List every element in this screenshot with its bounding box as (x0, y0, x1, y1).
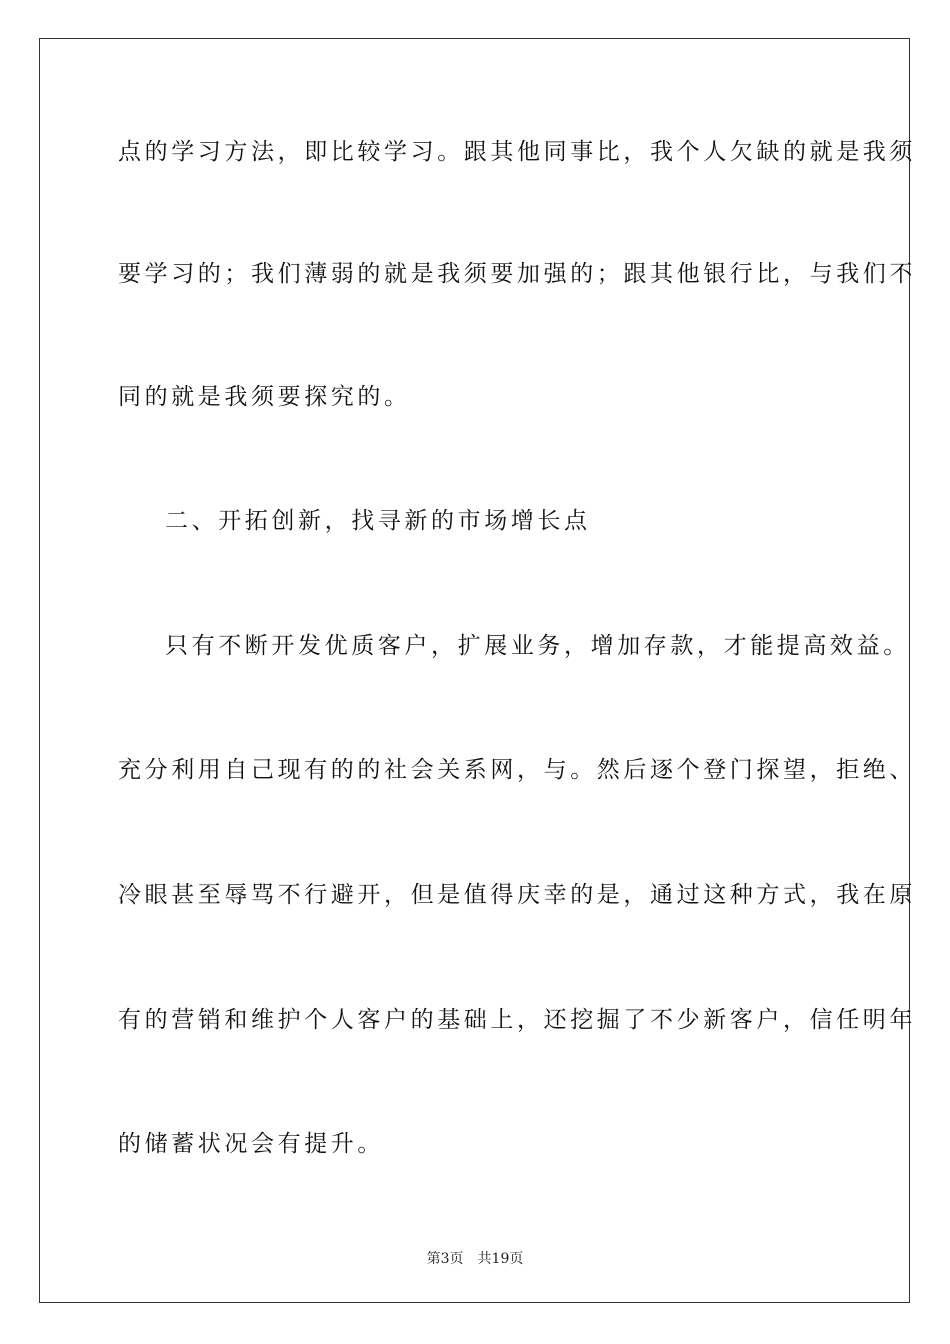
page-number: 第3页 (426, 1251, 464, 1267)
body-line-7: 冷眼甚至辱骂不行避开，但是值得庆幸的是，通过这种方式，我在原 (118, 882, 916, 908)
body-line-1: 点的学习方法，即比较学习。跟其他同事比，我个人欠缺的就是我须 (118, 139, 916, 165)
section-heading: 二、开拓创新，找寻新的市场增长点 (165, 508, 591, 534)
page-border (39, 38, 910, 1303)
page-footer (0, 1248, 950, 1268)
body-line-2: 要学习的；我们薄弱的就是我须要加强的；跟其他银行比，与我们不 (118, 261, 916, 287)
body-line-8: 有的营销和维护个人客户的基础上，还挖掘了不少新客户，信任明年 (118, 1007, 916, 1033)
body-line-3: 同的就是我须要探究的。 (118, 384, 411, 410)
body-line-5: 只有不断开发优质客户，扩展业务，增加存款，才能提高效益。 (165, 633, 910, 659)
body-line-6: 充分利用自己现有的的社会关系网，与。然后逐个登门探望，拒绝、 (118, 757, 916, 783)
total-pages: 共19页 (477, 1251, 524, 1267)
body-line-9: 的储蓄状况会有提升。 (118, 1131, 384, 1157)
